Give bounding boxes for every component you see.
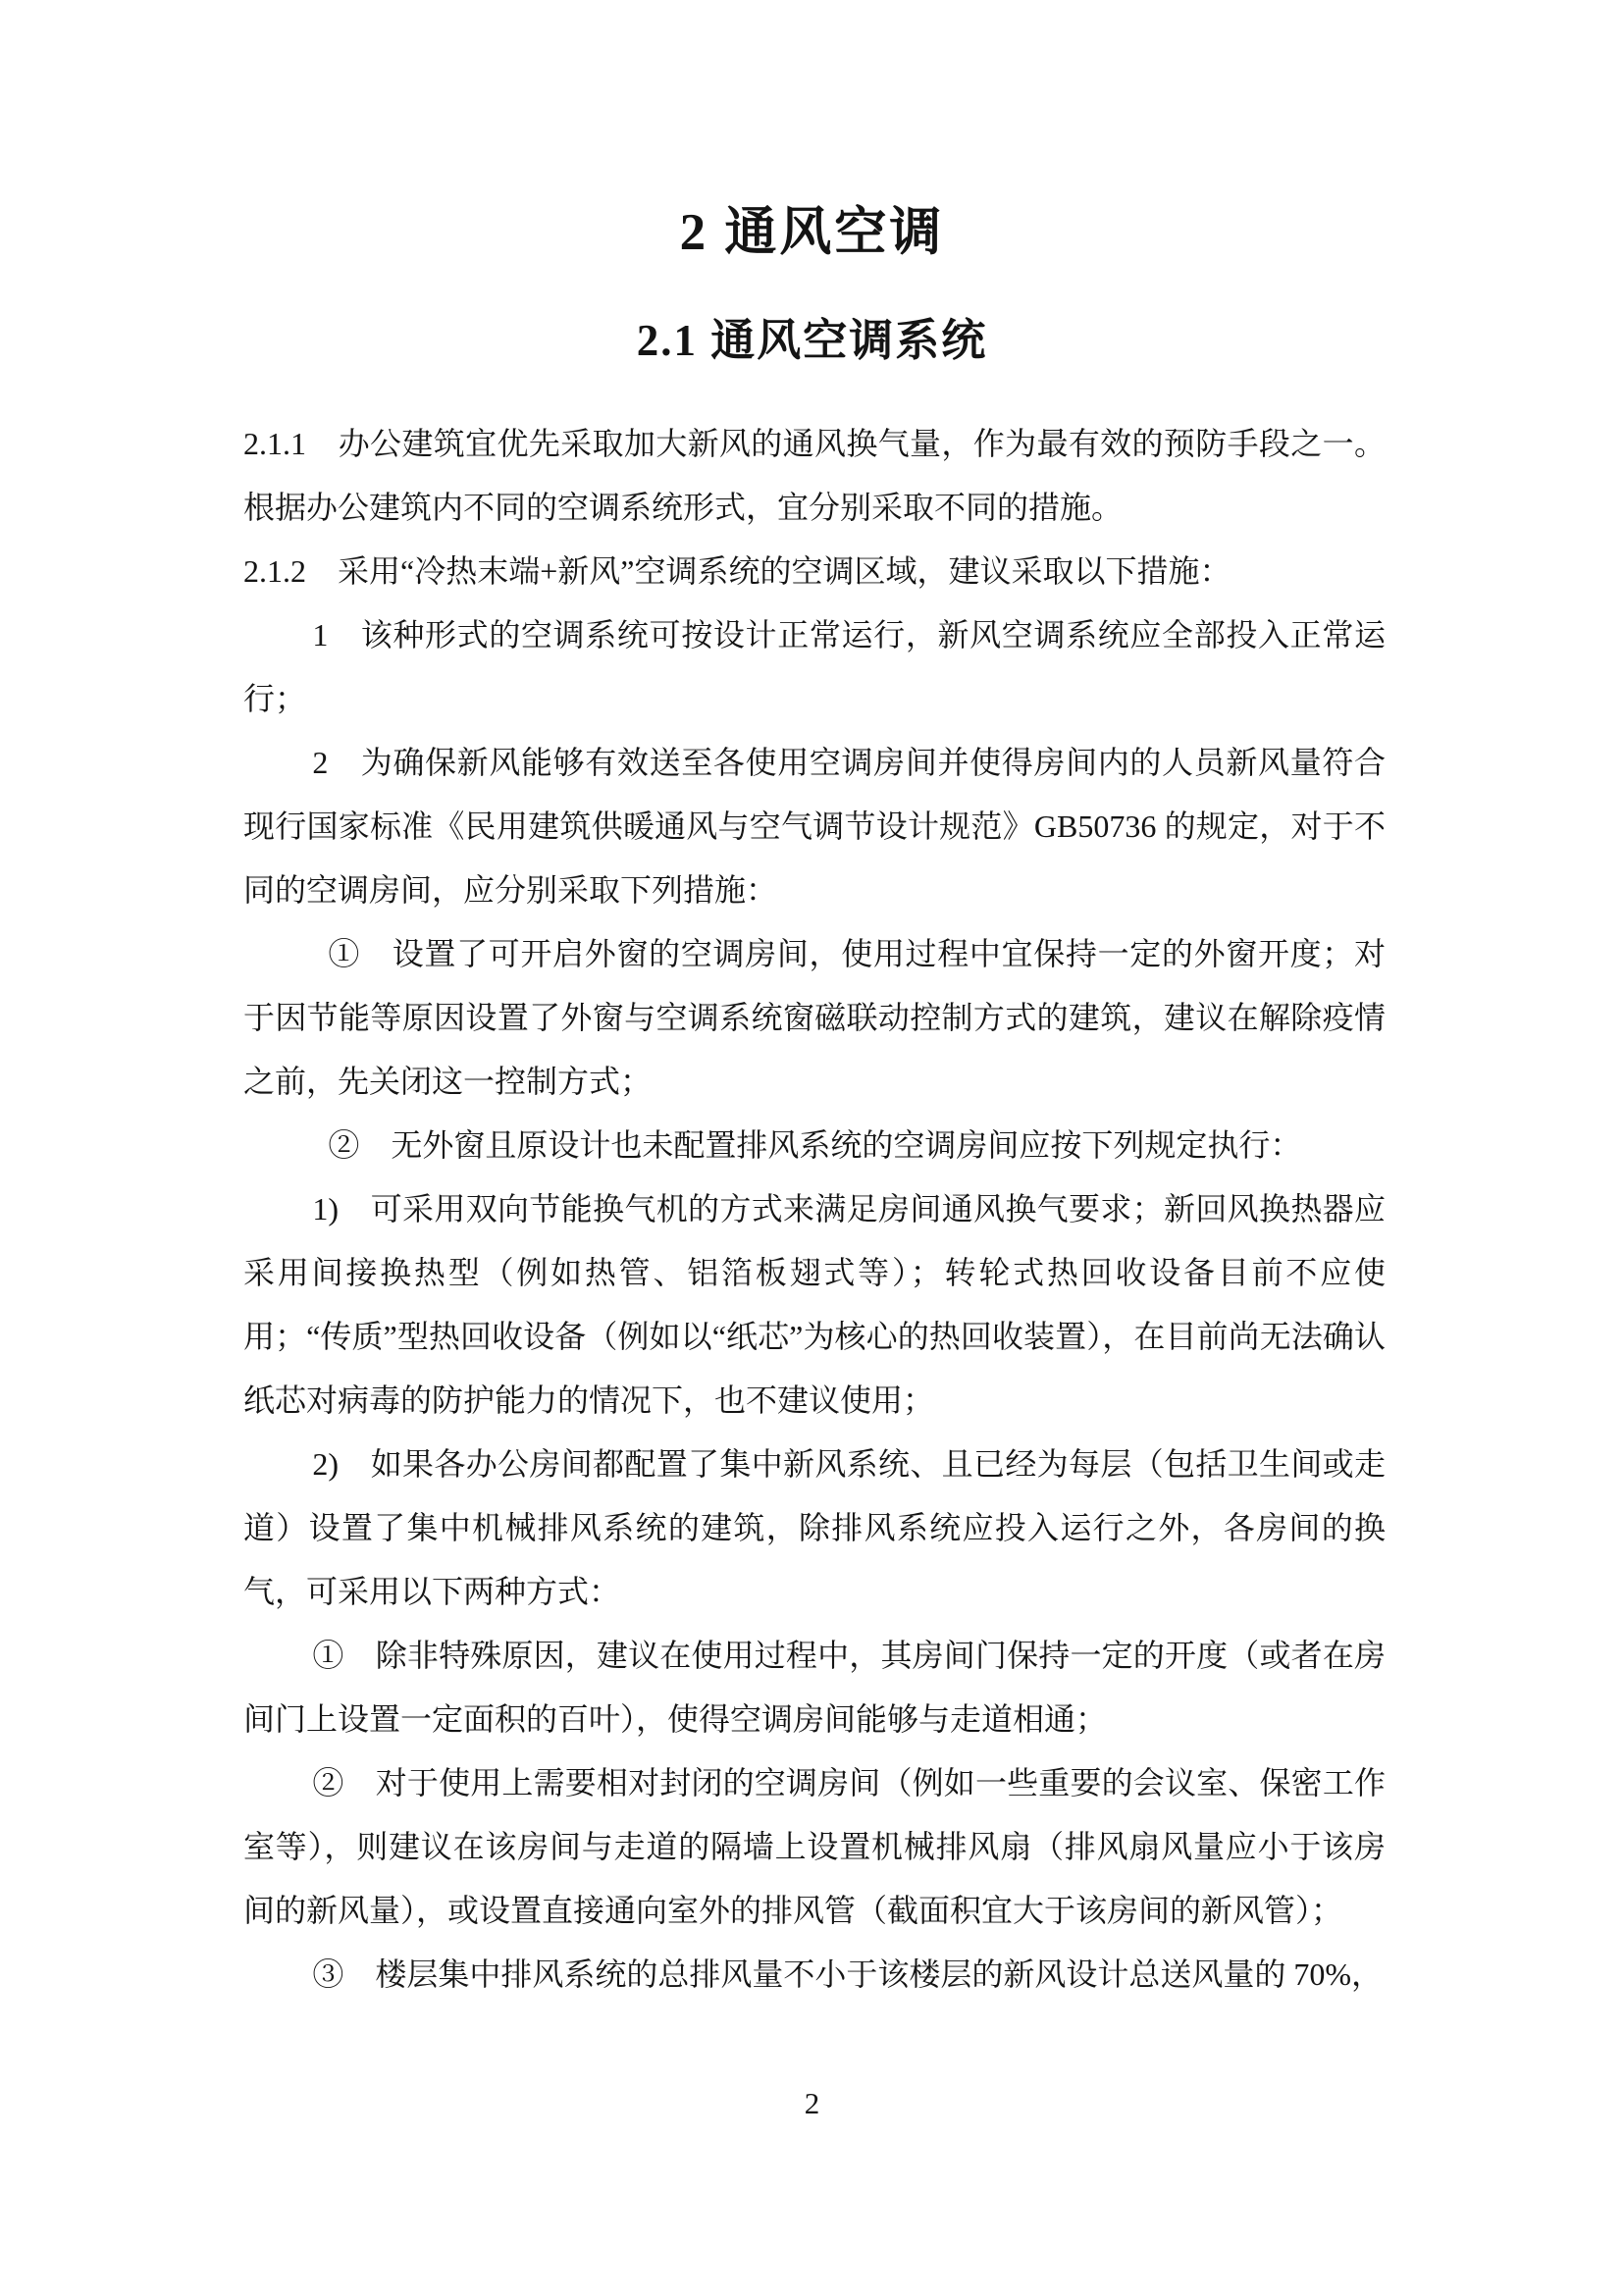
section-subtitle: 2.1 通风空调系统 xyxy=(636,316,988,365)
paragraph: ① 除非特殊原因，建议在使用过程中，其房间门保持一定的开度（或者在房间门上设置一定面积的百叶），使得空调房间能够与走道相通； xyxy=(243,1638,1386,1737)
page-number: 2 xyxy=(804,2086,820,2120)
paragraph: 2.1.1 办公建筑宜优先采取加大新风的通风换气量，作为最有效的预防手段之一。根据办公建筑内不同的空调系统形式，宜分别采取不同的措施。 xyxy=(243,426,1386,525)
paragraph: ② 无外窗且原设计也未配置排风系统的空调房间应按下列规定执行： xyxy=(328,1127,1302,1163)
paragraph: 2.1.2 采用“冷热末端+新风”空调系统的空调区域，建议采取以下措施： xyxy=(243,553,1231,589)
paragraph: 1) 可采用双向节能换气机的方式来满足房间通风换气要求；新回风换热器应采用间接换热型（例如热管、铝箔板翅式等）；转轮式热回收设备目前不应使用；“传质”型热回收设备（例如以“纸芯”为核心的热回收装置），在目前尚无法确认纸芯对病毒的防护能力的情况下，也不建议使用； xyxy=(243,1191,1386,1418)
paragraph: 2) 如果各办公房间都配置了集中新风系统、且已经为每层（包括卫生间或走道）设置了集中机械排风系统的建筑，除排风系统应投入运行之外，各房间的换气，可采用以下两种方式： xyxy=(243,1446,1386,1609)
paragraph: ③ 楼层集中排风系统的总排风量不小于该楼层的新风设计总送风量的 70%， xyxy=(312,1956,1384,1992)
paragraph: ② 对于使用上需要相对封闭的空调房间（例如一些重要的会议室、保密工作室等），则建议在该房间与走道的隔墙上设置机械排风扇（排风扇风量应小于该房间的新风量），或设置直接通向室外的排风管（截面积宜大于该房间的新风管）； xyxy=(243,1765,1386,1928)
paragraph: 1 该种形式的空调系统可按设计正常运行，新风空调系统应全部投入正常运行； xyxy=(243,617,1386,716)
document-body xyxy=(243,412,1386,2007)
paragraph: ① 设置了可开启外窗的空调房间，使用过程中宜保持一定的外窗开度；对于因节能等原因设置了外窗与空调系统窗磁联动控制方式的建筑，建议在解除疫情之前，先关闭这一控制方式； xyxy=(243,936,1386,1099)
paragraph: 2 为确保新风能够有效送至各使用空调房间并使得房间内的人员新风量符合现行国家标准《民用建筑供暖通风与空气调节设计规范》GB50736 的规定，对于不同的空调房间，应分别采取下列措施： xyxy=(243,745,1386,908)
section-title: 2 通风空调 xyxy=(679,204,945,261)
